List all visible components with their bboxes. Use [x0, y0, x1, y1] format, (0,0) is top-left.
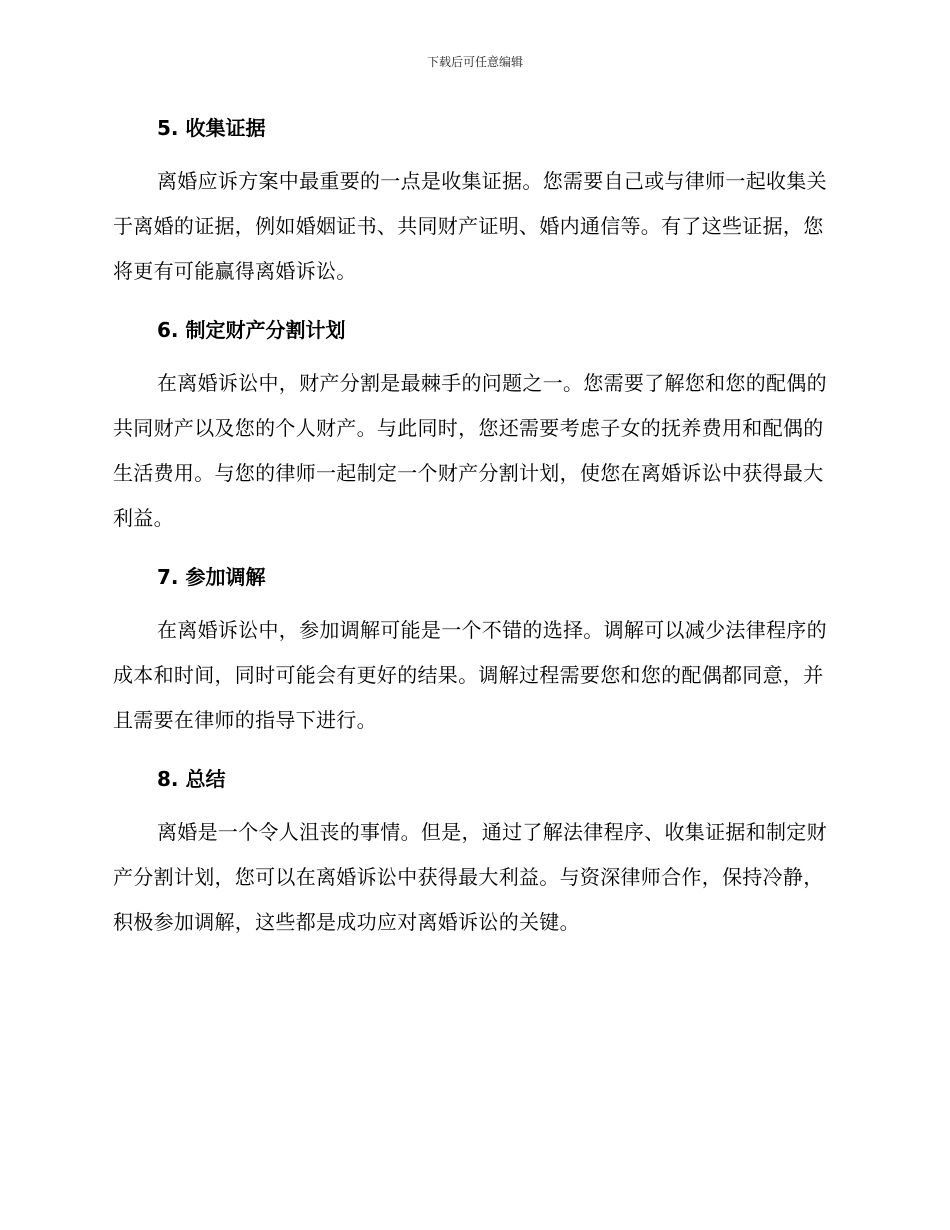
section-heading: 5. 收集证据: [157, 116, 266, 140]
section-collect-evidence: [113, 108, 833, 294]
section-mediation: [113, 557, 833, 743]
section-heading: 8. 总结: [157, 767, 226, 791]
document-body: [113, 108, 833, 961]
page-header-note: 下载后可任意编辑: [426, 55, 523, 69]
section-heading: 7. 参加调解: [157, 565, 266, 589]
section-paragraph: 离婚是一个令人沮丧的事情。但是，通过了解法律程序、收集证据和制定财产分割计划，您可以在离婚诉讼中获得最大利益。与资深律师合作，保持冷静，积极参加调解，这些都是成功应对离婚诉讼的关键。: [113, 820, 827, 934]
section-summary: [113, 759, 833, 945]
section-paragraph: 在离婚诉讼中，财产分割是最棘手的问题之一。您需要了解您和您的配偶的共同财产以及您的个人财产。与此同时，您还需要考虑子女的抚养费用和配偶的生活费用。与您的律师一起制定一个财产分割计划，使您在离婚诉讼中获得最大利益。: [113, 371, 827, 530]
section-heading: 6. 制定财产分割计划: [157, 318, 346, 342]
section-paragraph: 在离婚诉讼中，参加调解可能是一个不错的选择。调解可以减少法律程序的成本和时间，同时可能会有更好的结果。调解过程需要您和您的配偶都同意，并且需要在律师的指导下进行。: [113, 618, 827, 732]
section-property-division-plan: [113, 310, 833, 541]
section-paragraph: 离婚应诉方案中最重要的一点是收集证据。您需要自己或与律师一起收集关于离婚的证据，例如婚姻证书、共同财产证明、婚内通信等。有了这些证据，您将更有可能赢得离婚诉讼。: [113, 169, 827, 283]
